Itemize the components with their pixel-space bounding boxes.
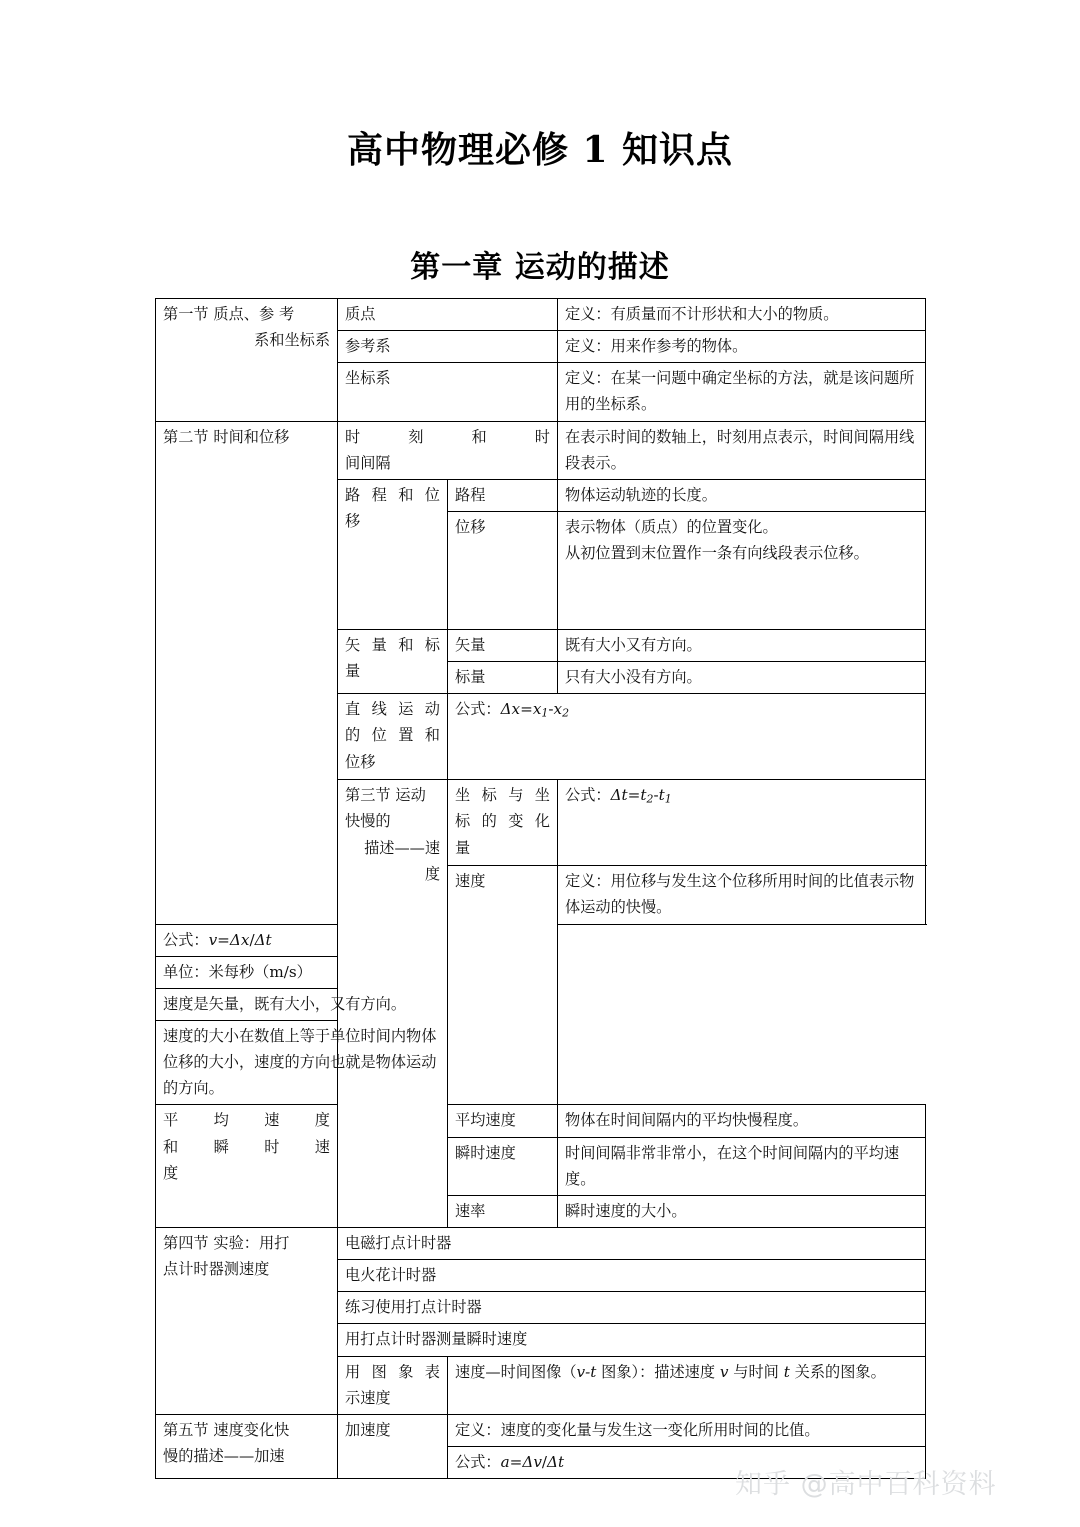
detail-cell: 定义：用位移与发生这个位移所用时间的比值表示物体运动的快慢。 [558,866,926,924]
table-row [156,1414,926,1446]
subtopic-cell: 位移 [448,511,558,629]
section-name-cell-1 [156,299,338,422]
section-name-line: 点计时器测速度 [163,1260,270,1279]
section-name-line: 第五节 速度变化快 [163,1420,290,1439]
topic-cell: 时 刻 和 时 间间隔 [338,421,558,479]
section-name-line: 第二节 时间和位移 [163,427,290,446]
detail-cell: 在表示时间的数轴上，时刻用点表示，时间间隔用线段表示。 [558,421,926,479]
detail-cell: 速度的大小在数值上等于单位时间内物体位移的大小，速度的方向也就是物体运动的方向。 [156,1020,448,1104]
detail-cell: 时间间隔非常非常小，在这个时间间隔内的平均速度。 [558,1137,926,1195]
section-name-cell-4 [156,1227,338,1414]
subtopic-cell: 瞬时速度 [448,1137,558,1195]
topic-cell: 用 图 象 表 示速度 [338,1356,448,1414]
detail-cell: 定义：在某一问题中确定坐标的方法，就是该问题所用的坐标系。 [558,363,926,421]
formula-cell: 公式：$\Delta x=x_1-x_2$ [448,694,926,780]
table-row [156,1105,926,1137]
detail-cell: 定义：用来作参考的物体。 [558,331,926,363]
formula-cell: 公式：a=Δv/Δt [448,1446,926,1478]
topic-cell: 坐 标 与 坐 标 的 变 化 量 [448,780,558,866]
detail-cell: 电火花计时器 [338,1260,926,1292]
detail-cell: 表示物体（质点）的位置变化。 从初位置到末位置作一条有向线段表示位移。 [558,511,926,629]
chapter-title: 第一章 运动的描述 [410,250,670,285]
detail-cell: 只有大小没有方向。 [558,662,926,694]
section-name-line: 第三节 运动快慢的 [345,786,426,831]
table-row [156,421,926,479]
subtopic-cell: 速率 [448,1195,558,1227]
detail-cell: 定义：速度的变化量与发生这一变化所用时间的比值。 [448,1414,926,1446]
detail-cell: 用打点计时器测量瞬时速度 [338,1324,926,1356]
table-row [156,299,926,331]
detail-cell: 速度—时间图像（v-t 图象）：描述速度 v 与时间 t 关系的图象。 [448,1356,926,1414]
detail-cell: 物体运动轨迹的长度。 [558,479,926,511]
section-name-line: 系和坐标系 [254,331,330,350]
section-name-line: 第一节 质点、参 考 [163,305,295,323]
formula-cell: 公式：$\Delta t=t_2-t_1$ [558,780,926,866]
subtopic-cell: 平均速度 [448,1105,558,1137]
topic-cell: 矢 量 和 标 量 [338,629,448,693]
detail-cell: 练习使用打点计时器 [338,1292,926,1324]
detail-cell: 既有大小又有方向。 [558,629,926,661]
topic-cell: 速度 [448,866,558,1105]
section-name-line: 慢的描述——加速 [163,1446,285,1465]
topic-cell: 参考系 [338,331,558,363]
section-name-cell-5 [156,1414,338,1478]
subtopic-cell: 标量 [448,662,558,694]
detail-cell: 单位：米每秒（m/s） [156,956,448,988]
topic-cell: 直 线 运 动 的 位 置 和 位移 [338,694,448,780]
detail-cell: 瞬时速度的大小。 [558,1195,926,1227]
topic-cell: 坐标系 [338,363,558,421]
topic-cell: 平 均 速 度 和 瞬 时 速 度 [156,1105,338,1228]
knowledge-table [155,298,926,1479]
table-row [156,1227,926,1259]
section-name-line: 描述——速 [364,838,440,857]
topic-cell: 质点 [338,299,558,331]
section-name-line: 第四节 实验：用打 [163,1233,290,1252]
watermark: 知乎 @高中百科资料 [735,1469,997,1500]
detail-cell: 物体在时间间隔内的平均快慢程度。 [558,1105,926,1137]
page-title: 高中物理必修 1 知识点 [346,129,734,171]
topic-cell: 加速度 [338,1414,448,1478]
detail-cell: 定义：有质量而不计形状和大小的物质。 [558,299,926,331]
topic-cell: 路 程 和 位 移 [338,479,448,629]
subtopic-cell: 矢量 [448,629,558,661]
subtopic-cell: 路程 [448,479,558,511]
detail-cell: 电磁打点计时器 [338,1227,926,1259]
formula-cell: 公式：v=Δx/Δt [156,924,448,956]
section-name-cell-2 [156,421,338,924]
detail-cell: 速度是矢量，既有大小，又有方向。 [156,988,448,1020]
section-name-line: 度 [424,864,440,883]
